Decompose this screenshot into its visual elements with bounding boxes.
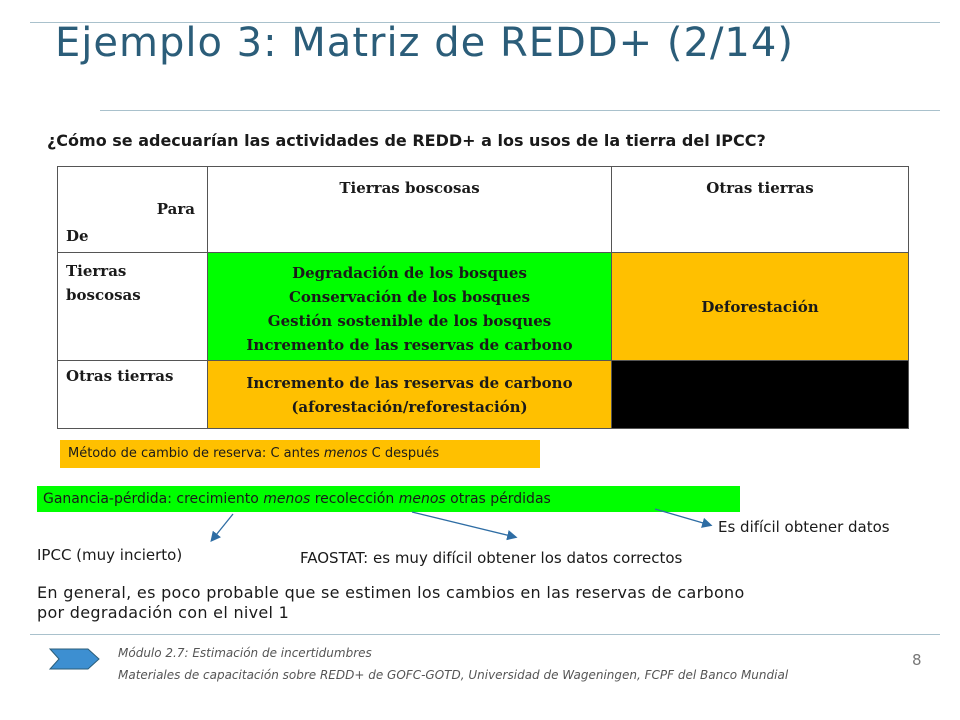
conclusion-text: En general, es poco probable que se estimen los cambios en las reservas de carbono por degradación con el nivel 1 <box>37 583 745 622</box>
slide-title: Ejemplo 3: Matriz de REDD+ (2/14) <box>55 20 794 66</box>
page-number: 8 <box>912 651 922 669</box>
row-label-otras-tierras: Otras tierras <box>58 361 208 429</box>
activity-incremento-aforestacion: Incremento de las reservas de carbono <box>246 373 573 392</box>
activity-deforestacion: Deforestación <box>701 297 819 316</box>
activity-gestion-sostenible: Gestión sostenible de los bosques <box>267 311 552 330</box>
activity-conservacion: Conservación de los bosques <box>288 287 531 306</box>
gain-loss-method-box: Ganancia-pérdida: crecimiento menos recolección menos otras pérdidas <box>37 486 740 512</box>
difficult-data-label: Es difícil obtener datos <box>718 518 890 536</box>
activity-aforestacion-reforestacion: (aforestación/reforestación) <box>291 397 528 416</box>
arrow-to-faostat <box>412 512 515 537</box>
corner-de-label: De <box>66 227 89 245</box>
footer-credits: Materiales de capacitación sobre REDD+ de GOFC-GOTD, Universidad de Wageningen, FCPF del Banco Mundial <box>118 668 789 682</box>
arrow-to-ipcc <box>212 514 233 540</box>
row-label-tierras-boscosas: Tierras boscosas <box>58 253 208 361</box>
col-header-otras-tierras: Otras tierras <box>612 167 909 253</box>
corner-para-label: Para <box>156 200 195 218</box>
col-header-tierras-boscosas: Tierras boscosas <box>208 167 612 253</box>
chevron-arrow-icon <box>48 646 102 672</box>
slide-question: ¿Cómo se adecuarían las actividades de REDD+ a los usos de la tierra del IPCC? <box>47 131 766 150</box>
activity-degradacion: Degradación de los bosques <box>292 263 527 282</box>
arrow-to-difficult <box>655 509 710 525</box>
faostat-label: FAOSTAT: es muy difícil obtener los datos correctos <box>300 549 683 567</box>
stock-change-method-box: Método de cambio de reserva: C antes menos C después <box>60 440 540 468</box>
activity-incremento-reservas: Incremento de las reservas de carbono <box>246 335 573 354</box>
ipcc-label: IPCC (muy incierto) <box>37 546 183 564</box>
footer-module: Módulo 2.7: Estimación de incertidumbres <box>118 646 372 660</box>
